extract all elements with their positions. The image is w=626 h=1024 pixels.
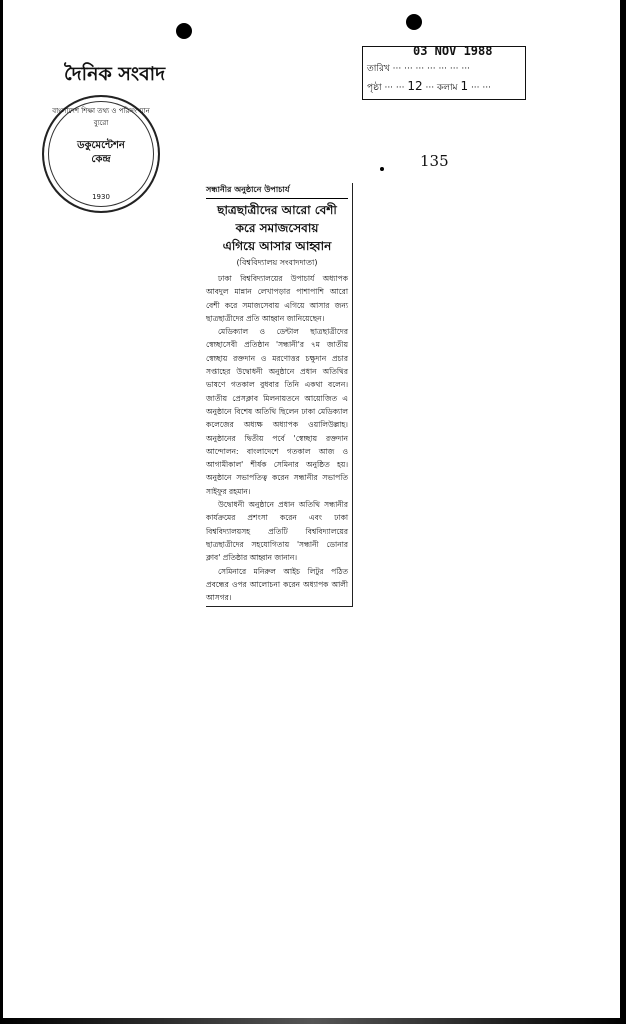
date-stamp-box	[362, 46, 526, 100]
seal-year: 1930	[92, 193, 110, 201]
scan-edge-bottom	[0, 1018, 626, 1024]
article-paragraph: ঢাকা বিশ্ববিদ্যালয়ের উপাচার্য অধ্যাপক আবদুল মান্নান লেখাপড়ার পাশাপাশি আরো বেশী করে সমাজসেবায় এগিয়ে আসার জন্য ছাত্রছাত্রীদের প্রতি আহ্বান জানিয়েছেন।	[206, 274, 348, 323]
scan-edge-left	[0, 0, 3, 1024]
page-value: 12	[407, 79, 423, 93]
article-paragraph: উদ্বোধনী অনুষ্ঠানে প্রধান অতিথি সন্ধানীর কার্যক্রমের প্রশংসা করেন এবং ঢাকা বিশ্ববিদ্যালয়সহ প্রতিটি বিশ্ববিদ্যালয়ের ছাত্রছাত্রীদের সহযোগিতায় 'সন্ধানী ডোনার ক্লাব' প্রতিষ্ঠার আহ্বান জানান।	[206, 500, 348, 563]
date-label: তারিখ	[367, 64, 390, 74]
headline-line-1: ছাত্রছাত্রীদের আরো বেশী	[217, 203, 337, 217]
stamp-date: 03 NOV 1988	[413, 44, 493, 58]
seal-center-line-2: কেন্দ্র	[91, 154, 111, 165]
column-label: কলাম	[436, 83, 458, 93]
date-row: তারিখ ··· ··· ··· ··· ··· ··· ···	[367, 64, 470, 74]
ink-dot	[380, 167, 384, 171]
newspaper-name-stamp: দৈনিক সংবাদ	[64, 63, 166, 85]
article-paragraph: সেমিনারে মনিরুল আইচ লিটুর পঠিত প্রবন্ধের ওপর আলোচনা করেন অধ্যাপক আলী আসগর।	[206, 566, 348, 603]
column-value: 1	[460, 79, 469, 93]
clipping-bottom-edge	[206, 606, 352, 607]
article-paragraph: মেডিক্যাল ও ডেন্টাল ছাত্রছাত্রীদের স্বেচ্ছাসেবী প্রতিষ্ঠান 'সন্ধানী'র ৭ম জাতীয় স্বেচ্ছায় রক্তদান ও মরণোত্তর চক্ষুদান প্রচার সপ্তাহের উদ্বোধনী অনুষ্ঠানে প্রধান অতিথির ভাষণে গতকাল বুধবার তিনি একথা বলেন। জাতীয় প্রেসক্লাব মিলনায়তনে আয়োজিত এ অনুষ্ঠানে বিশেষ অতিথি ছিলেন ঢাকা মেডিক্যাল কলেজের অধ্যক্ষ অধ্যাপক ওয়ালিউল্লাহ। অনুষ্ঠানের দ্বিতীয় পর্বে 'স্বেচ্ছায় রক্তদান আন্দোলন: বাংলাদেশে গতকাল আজ ও আগামীকাল' শীর্ষক সেমিনার অনুষ্ঠিত হয়। অনুষ্ঠানে সভাপতিত্ব করেন সন্ধানীর সভাপতি সাইফুর রহমান।	[206, 327, 348, 496]
seal-center-line-1: ডকুমেন্টেশন	[77, 140, 125, 151]
page-label: পৃষ্ঠা	[367, 83, 382, 93]
news-clipping	[206, 183, 353, 607]
headline-line-2: করে সমাজসেবায়	[235, 221, 319, 235]
scan-edge-right	[620, 0, 626, 1024]
page-number: 135	[420, 152, 449, 170]
documentation-seal	[42, 95, 160, 213]
page-column-row: পৃষ্ঠা ··· ··· 12 ··· কলাম 1 ··· ···	[367, 79, 491, 93]
punch-hole	[176, 23, 192, 39]
seal-center-text	[44, 139, 158, 167]
seal-ring-text: বাংলাদেশ শিক্ষা তথ্য ও পরিসংখ্যান ব্যুরো	[52, 107, 150, 127]
punch-hole	[406, 14, 422, 30]
headline-line-3: এগিয়ে আসার আহ্বান	[222, 239, 332, 253]
article-kicker: সন্ধানীর অনুষ্ঠানে উপাচার্য	[206, 183, 348, 199]
article-dateline: (বিশ্ববিদ্যালয় সংবাদদাতা)	[236, 258, 318, 267]
article-headline	[206, 201, 348, 255]
